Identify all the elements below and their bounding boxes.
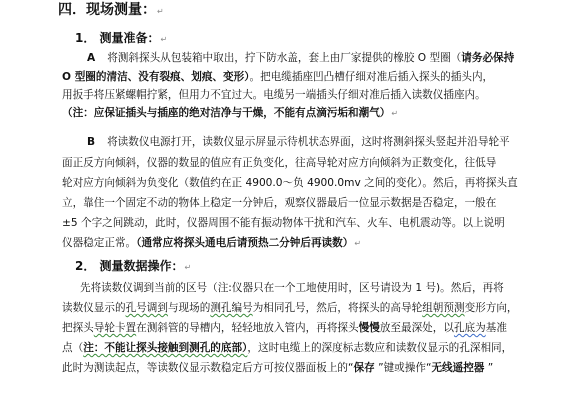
para-c-text-3c: 放至最深处，以 xyxy=(379,322,454,334)
paragraph-mark: ↵ xyxy=(391,109,399,118)
para-b-line-6 xyxy=(62,236,361,251)
para-c-bold-note: 注：不能让探头接触到测孔的底部） xyxy=(83,342,248,354)
para-c-text-2a: 读数仪显示的 xyxy=(62,302,126,314)
section-title-text: 四．现场测量： xyxy=(58,2,156,18)
paragraph-mark: ↵ xyxy=(160,35,168,44)
para-a-note: （注：应保证插头与插座的绝对洁净与干燥，不能有点滴污垢和潮气） xyxy=(62,107,391,119)
para-b-text-1: 将读数仪电源打开，读数仪显示屏显示待机状态界面，这时将测斜探头竖起并沿导轮平 xyxy=(107,136,510,148)
para-c-bold-save: 保存 xyxy=(353,362,375,374)
para-c-text-3a: 把探头 xyxy=(62,322,94,334)
para-b-line-3 xyxy=(62,176,518,190)
para-b-line-4 xyxy=(62,196,496,210)
para-c-grammar-3: 组朝预测 xyxy=(422,302,465,314)
para-c-grammar-2: 测孔编号 xyxy=(210,302,253,314)
para-a-text-2: 。把电缆插座凹凸槽仔细对准后插入探头的插头内， xyxy=(249,71,494,83)
para-b-text-4: 立，靠住一个固定不动的物体上稳定一分钟后，观察仪器最后一位显示数据是否稳定，一般在 xyxy=(62,197,497,209)
para-a-line-2 xyxy=(62,70,493,84)
para-c-grammar-4: 导轮卡置 xyxy=(93,322,137,334)
para-c-text-3d: 基准 xyxy=(485,322,507,334)
para-b-bold-note: （通常应将探头通电后请预热二分钟后再读数） xyxy=(136,237,354,249)
para-c-grammar-5: 孔底为 xyxy=(453,322,486,334)
para-a-text-3: 用扳手将压紧螺帽拧紧，但用力不宜过大。电缆另一端插头仔细对准后插入读数仪插座内。 xyxy=(62,89,486,101)
para-b-line-5 xyxy=(62,216,505,230)
para-a-bold-2: O 型圈的清洁、没有裂痕、划痕、变形） xyxy=(62,71,250,83)
para-a-label: A xyxy=(87,52,96,64)
para-c-bold-slowly: 慢慢 xyxy=(358,322,380,334)
para-a-line-3 xyxy=(62,88,486,102)
section-title xyxy=(58,3,164,19)
para-c-text-5a: 此时为测读起点，等读数仪显示数稳定后方可按仪器面板上的“ xyxy=(62,362,354,374)
para-c-text-2d: 变形方向， xyxy=(464,302,518,314)
para-a-bold-1: 请务必保持 xyxy=(461,52,515,64)
para-b-text-5: ±5 个字之间跳动，此时，仪器周围不能有振动物体干扰和汽车、火车、电机震动等。以上说明 xyxy=(62,217,505,229)
para-a-line-4 xyxy=(62,106,398,121)
para-c-text-4a: 点（ xyxy=(62,342,84,354)
para-c-grammar-1: 孔号调到 xyxy=(125,302,168,314)
para-c-line-5 xyxy=(62,361,493,375)
para-b-line-1 xyxy=(87,135,510,149)
para-c-line-2 xyxy=(62,301,518,315)
para-c-line-3 xyxy=(62,321,507,335)
para-b-label: B xyxy=(87,136,96,148)
para-c-text-3b: 在测斜管的导槽内，轻轻地放入管内，再将探头 xyxy=(136,322,359,334)
paragraph-mark: ↵ xyxy=(184,263,192,272)
para-c-text-4b: ，这时电缆上的深度标志数应和读数仪显示的孔深相同， xyxy=(247,342,513,354)
para-c-line-4 xyxy=(62,341,512,355)
paragraph-mark: ↵ xyxy=(354,239,362,248)
para-b-text-6: 仪器稳定正常。 xyxy=(62,237,137,249)
para-c-text-2b: 与现场的 xyxy=(167,302,211,314)
para-b-line-2 xyxy=(62,156,496,170)
para-a-line-1 xyxy=(87,51,514,65)
para-c-bold-remote: 无线遥控器 xyxy=(431,362,485,374)
subsection-title-prep xyxy=(75,31,167,47)
para-c-line-1 xyxy=(80,281,504,295)
para-b-text-3: 轮对应方向倾斜为负变化（数值约在正 4900.0～负 4900.0mv 之间的变化）。然后，再将探头直 xyxy=(62,177,518,189)
para-c-text-1: 先将读数仪调到当前的区号（注:仪器只在一个工地使用时，区号请设为 1 号)。然后，再将 xyxy=(80,282,504,294)
subsection-title-prep-text: 1． 测量准备： xyxy=(75,31,160,45)
subsection-title-data xyxy=(75,259,191,275)
para-a-text-1: 将测斜探头从包装箱中取出，拧下防水盖，套上由厂家提供的橡胶 O 型圈（ xyxy=(107,52,462,64)
paragraph-mark: ↵ xyxy=(157,7,164,16)
para-c-text-5b: ”键或操作“ xyxy=(374,362,432,374)
para-c-text-2c: 为相同孔号，然后，将探头的高导轮 xyxy=(252,302,423,314)
subsection-title-data-text: 2． 测量数据操作： xyxy=(75,259,184,273)
para-b-text-2: 面正反方向倾斜，仪器的数显的值应有正负变化，往高导轮对应方向倾斜为正数变化，往低导 xyxy=(62,157,497,169)
para-c-text-5c: ” xyxy=(484,362,494,374)
